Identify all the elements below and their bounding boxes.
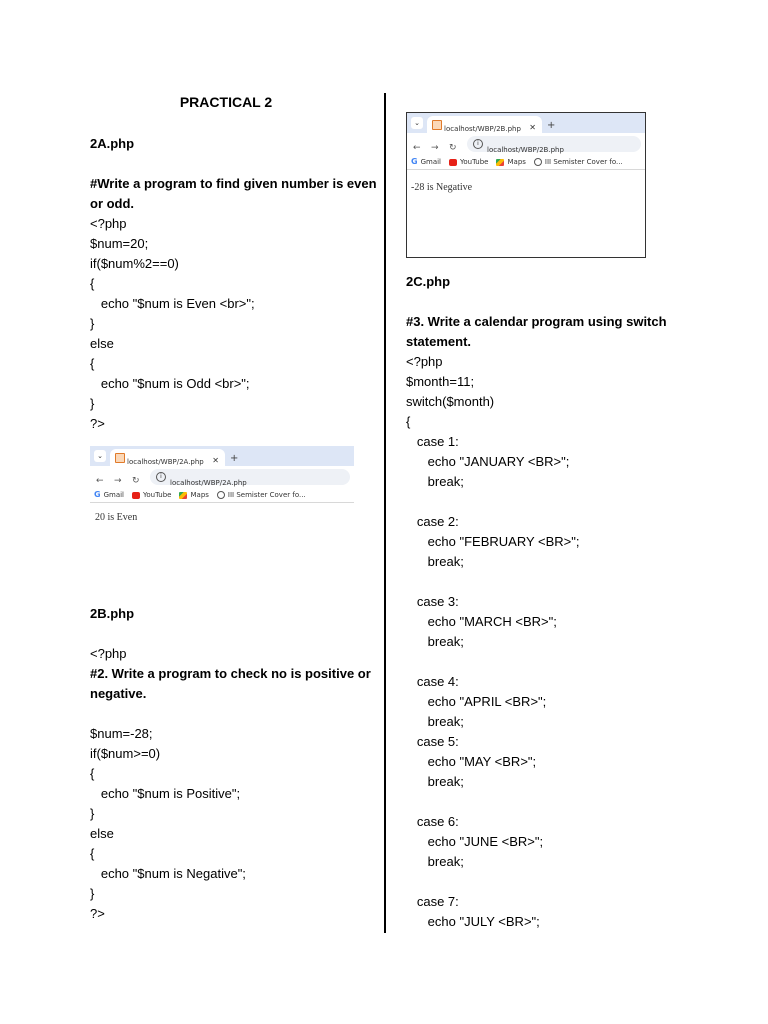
bookmark-youtube: YouTube bbox=[132, 485, 171, 505]
new-tab-icon: + bbox=[547, 120, 556, 131]
blank-line bbox=[406, 292, 676, 312]
left-column bbox=[90, 92, 377, 924]
code-line: echo "JANUARY <BR>"; bbox=[406, 454, 570, 469]
code-line: echo "JUNE <BR>"; bbox=[406, 834, 544, 849]
code-line: { bbox=[406, 414, 411, 429]
youtube-icon bbox=[132, 492, 140, 499]
code-line: #2. Write a program to check no is positive or bbox=[90, 666, 371, 681]
chevron-down-icon: ⌄ bbox=[94, 450, 106, 462]
code-line: { bbox=[90, 356, 95, 371]
new-tab-icon: + bbox=[230, 453, 239, 464]
code-line: or odd. bbox=[90, 196, 135, 211]
code-line: } bbox=[90, 396, 95, 411]
url-text: localhost/WBP/2B.php bbox=[487, 146, 564, 154]
code-line: $month=11; bbox=[406, 374, 475, 389]
bookmark-maps: Maps bbox=[179, 485, 208, 505]
back-icon: ← bbox=[96, 476, 104, 486]
code-line: #3. Write a calendar program using switch bbox=[406, 314, 667, 329]
bookmark-youtube: YouTube bbox=[449, 152, 488, 172]
code-line: case 7: bbox=[406, 894, 459, 909]
code-line: echo "MARCH <BR>"; bbox=[406, 614, 557, 629]
code-block-2b bbox=[90, 604, 370, 924]
url-field bbox=[150, 469, 350, 485]
code-line: { bbox=[90, 766, 95, 781]
code-line: case 5: bbox=[406, 734, 459, 749]
code-line: { bbox=[90, 846, 95, 861]
code-line: <?php bbox=[90, 646, 127, 661]
browser-tab bbox=[110, 449, 225, 466]
code-line: echo "APRIL <BR>"; bbox=[406, 694, 547, 709]
globe-icon bbox=[217, 491, 225, 499]
tab-bar bbox=[90, 446, 354, 466]
code-line: } bbox=[90, 886, 95, 901]
info-icon: i bbox=[473, 139, 483, 149]
code-line: echo "MAY <BR>"; bbox=[406, 754, 537, 769]
code-line: { bbox=[90, 276, 95, 291]
code-line: case 1: bbox=[406, 434, 459, 449]
info-icon: i bbox=[156, 472, 166, 482]
right-column bbox=[406, 112, 676, 932]
code-line: $num=-28; bbox=[90, 726, 153, 741]
url-text: localhost/WBP/2A.php bbox=[170, 479, 247, 487]
code-line: 2C.php bbox=[406, 274, 451, 289]
reload-icon: ↻ bbox=[132, 476, 140, 486]
maps-icon bbox=[496, 159, 504, 166]
code-line: #Write a program to find given number is even bbox=[90, 176, 377, 191]
bookmark-gmail: G Gmail bbox=[411, 152, 441, 172]
youtube-icon bbox=[449, 159, 457, 166]
favicon-icon bbox=[432, 120, 442, 130]
close-icon: ✕ bbox=[212, 456, 219, 465]
blank-line bbox=[90, 154, 370, 174]
blank-line bbox=[90, 624, 370, 644]
bookmark-maps: Maps bbox=[496, 152, 525, 172]
page-output: 20 is Even bbox=[95, 512, 138, 523]
code-line: } bbox=[90, 806, 95, 821]
bookmark-gmail: G Gmail bbox=[94, 485, 124, 505]
globe-icon bbox=[534, 158, 542, 166]
chevron-down-icon: ⌄ bbox=[411, 117, 423, 129]
code-line: case 3: bbox=[406, 594, 459, 609]
code-line: echo "$num is Positive"; bbox=[90, 786, 241, 801]
blank-line bbox=[406, 872, 676, 892]
code-line: if($num%2==0) bbox=[90, 256, 179, 271]
url-field bbox=[467, 136, 641, 152]
code-line: break; bbox=[406, 634, 464, 649]
code-line: break; bbox=[406, 774, 464, 789]
code-line: break; bbox=[406, 554, 464, 569]
tab-title: localhost/WBP/2A.php bbox=[127, 458, 204, 466]
back-icon: ← bbox=[413, 143, 421, 153]
code-line: <?php bbox=[406, 354, 443, 369]
code-line: switch($month) bbox=[406, 394, 495, 409]
code-line: else bbox=[90, 826, 114, 841]
code-line: 2A.php bbox=[90, 136, 135, 151]
blank-line bbox=[406, 792, 676, 812]
bookmark-cover: III Semister Cover fo... bbox=[534, 152, 623, 172]
code-line: ?> bbox=[90, 416, 105, 431]
page-title: PRACTICAL 2 bbox=[179, 94, 273, 110]
code-line: negative. bbox=[90, 686, 147, 701]
forward-icon: → bbox=[431, 143, 439, 153]
google-icon: G bbox=[411, 157, 418, 166]
favicon-icon bbox=[115, 453, 125, 463]
browser-screenshot-2b bbox=[406, 112, 646, 258]
code-line: echo "$num is Odd <br>"; bbox=[90, 376, 250, 391]
code-line: 2B.php bbox=[90, 606, 135, 621]
code-line: else bbox=[90, 336, 114, 351]
google-icon: G bbox=[94, 490, 101, 499]
browser-tab bbox=[427, 116, 542, 133]
code-line: echo "FEBRUARY <BR>"; bbox=[406, 534, 580, 549]
blank-line bbox=[90, 704, 370, 724]
code-line: $num=20; bbox=[90, 236, 149, 251]
code-line: case 6: bbox=[406, 814, 459, 829]
forward-icon: → bbox=[114, 476, 122, 486]
code-block-2c bbox=[406, 272, 676, 932]
tab-title: localhost/WBP/2B.php bbox=[444, 125, 521, 133]
bookmarks-bar bbox=[407, 155, 645, 170]
code-line: } bbox=[90, 316, 95, 331]
blank-line bbox=[406, 652, 676, 672]
code-line: break; bbox=[406, 474, 464, 489]
code-line: echo "$num is Negative"; bbox=[90, 866, 246, 881]
code-line: break; bbox=[406, 714, 464, 729]
code-line: echo "$num is Even <br>"; bbox=[90, 296, 255, 311]
code-line: statement. bbox=[406, 334, 472, 349]
code-line: echo "JULY <BR>"; bbox=[406, 914, 540, 929]
code-line: case 2: bbox=[406, 514, 459, 529]
code-line: if($num>=0) bbox=[90, 746, 161, 761]
code-block-2a bbox=[90, 134, 377, 434]
code-line: <?php bbox=[90, 216, 127, 231]
browser-screenshot-2a bbox=[90, 446, 354, 542]
column-divider bbox=[384, 93, 386, 933]
blank-line bbox=[406, 492, 676, 512]
bookmarks-bar bbox=[90, 488, 354, 503]
page-output: -28 is Negative bbox=[411, 182, 473, 193]
code-line: break; bbox=[406, 854, 464, 869]
reload-icon: ↻ bbox=[449, 143, 457, 153]
tab-bar bbox=[407, 113, 645, 133]
code-line: case 4: bbox=[406, 674, 459, 689]
bookmark-cover: III Semister Cover fo... bbox=[217, 485, 306, 505]
blank-line bbox=[406, 572, 676, 592]
code-line: ?> bbox=[90, 906, 105, 921]
maps-icon bbox=[179, 492, 187, 499]
close-icon: ✕ bbox=[529, 123, 536, 132]
